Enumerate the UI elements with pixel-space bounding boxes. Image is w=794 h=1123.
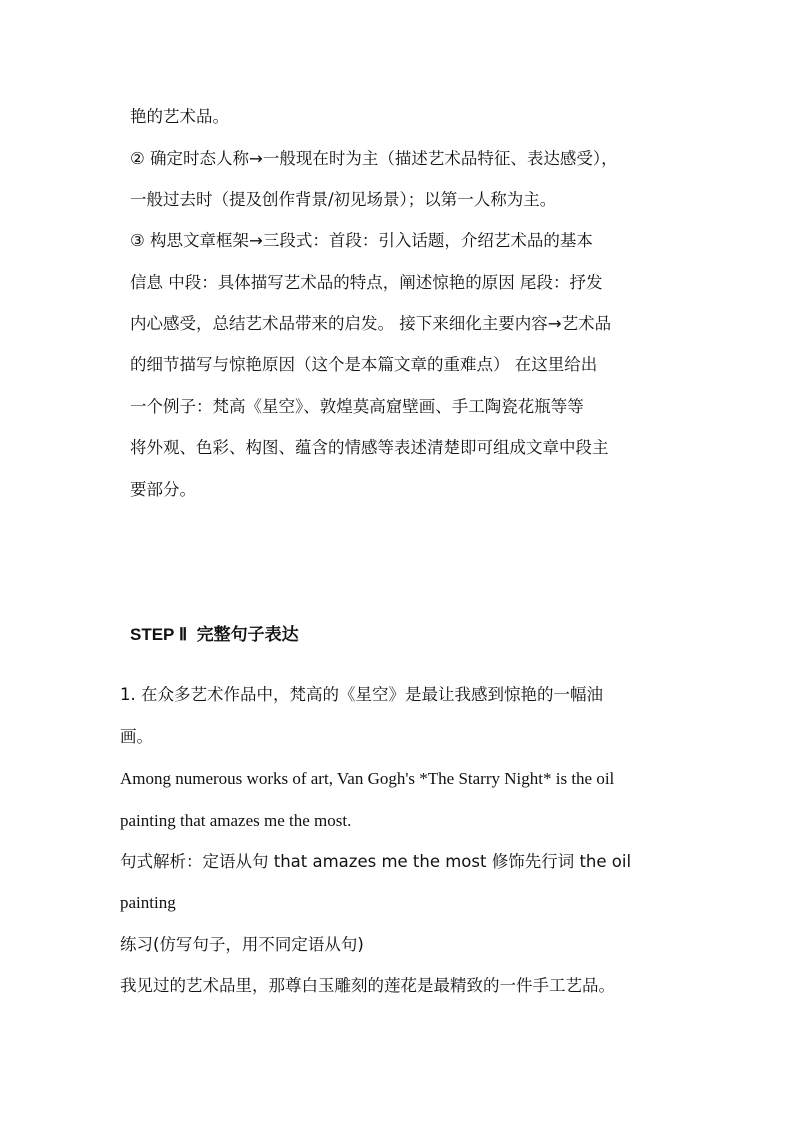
paragraph-line: 信息 中段：具体描写艺术品的特点，阐述惊艳的原因 尾段：抒发 bbox=[130, 273, 603, 292]
example-english-line: painting that amazes me the most. bbox=[120, 811, 352, 830]
heading-step-label: STEP Ⅱ bbox=[130, 625, 188, 644]
heading-title: 完整句子表达 bbox=[196, 625, 299, 645]
paragraph-line: 要部分。 bbox=[130, 480, 196, 499]
paragraph-line: 内心感受，总结艺术品带来的启发。 接下来细化主要内容→艺术品 bbox=[130, 314, 612, 333]
example-english-line: Among numerous works of art, Van Gogh's *The Starry Night* is the oil bbox=[120, 769, 615, 788]
paragraph-line: 将外观、色彩、构图、蕴含的情感等表述清楚即可组成文章中段主 bbox=[130, 438, 609, 457]
practice-label: 练习(仿写句子，用不同定语从句) bbox=[120, 935, 364, 954]
sentence-analysis-line: 句式解析：定语从句 that amazes me the most 修饰先行词 the oil bbox=[120, 852, 632, 871]
sentence-analysis-line: painting bbox=[120, 893, 176, 912]
paragraph-line: 一般过去时（提及创作背景/初见场景）；以第一人称为主。 bbox=[130, 190, 557, 209]
paragraph-line: 艳的艺术品。 bbox=[130, 107, 229, 126]
paragraph-line: ③ 构思文章框架→三段式：首段：引入话题，介绍艺术品的基本 bbox=[130, 231, 593, 250]
paragraph-line: 的细节描写与惊艳原因（这个是本篇文章的重难点） 在这里给出 bbox=[130, 355, 598, 374]
paragraph-line: ② 确定时态人称→一般现在时为主（描述艺术品特征、表达感受）， bbox=[130, 149, 618, 168]
example-chinese-line: 画。 bbox=[120, 727, 153, 746]
example-chinese-line: 1. 在众多艺术作品中，梵高的《星空》是最让我感到惊艳的一幅油 bbox=[120, 685, 603, 704]
paragraph-line: 一个例子：梵高《星空》、敦煌莫高窟壁画、手工陶瓷花瓶等等 bbox=[130, 397, 584, 416]
practice-sentence: 我见过的艺术品里，那尊白玉雕刻的莲花是最精致的一件手工艺品。 bbox=[120, 976, 615, 995]
section-heading bbox=[130, 623, 299, 647]
